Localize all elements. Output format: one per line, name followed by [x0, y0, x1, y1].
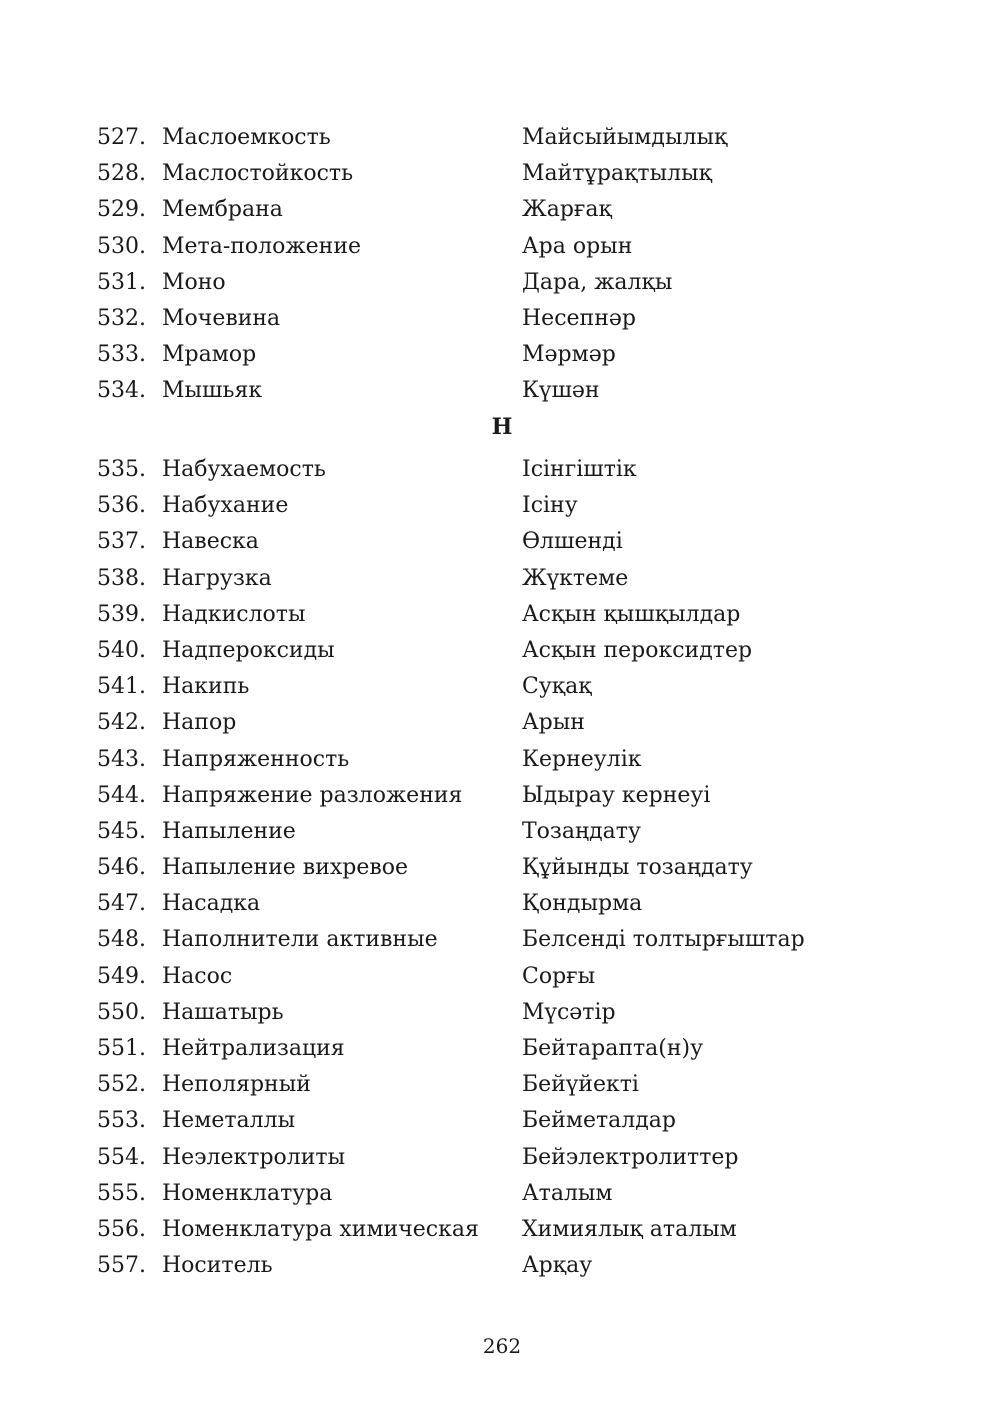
dictionary-entry — [0, 1176, 1004, 1212]
kazakh-term: Химиялық аталым — [522, 1216, 737, 1242]
kazakh-term: Ісінгіштік — [522, 457, 637, 482]
entry-number: 536. — [97, 493, 146, 519]
russian-term: Напряжение разложения — [162, 782, 463, 808]
entry-number: 547. — [97, 891, 146, 917]
kazakh-term: Асқын қышқылдар — [522, 601, 741, 627]
dictionary-entry — [0, 120, 1004, 156]
russian-term: Напряженность — [162, 746, 350, 772]
kazakh-term: Бейэлектролиттер — [522, 1144, 739, 1170]
entry-number: 532. — [97, 305, 146, 331]
dictionary-entry — [0, 633, 1004, 669]
kazakh-term: Жүктеме — [522, 565, 629, 591]
kazakh-term: Бейүйекті — [522, 1072, 639, 1098]
entry-number: 541. — [97, 674, 146, 700]
dictionary-entry — [0, 1103, 1004, 1139]
entry-number: 544. — [97, 782, 146, 808]
dictionary-entry — [0, 373, 1004, 409]
kazakh-term: Суқақ — [522, 674, 592, 700]
entry-number: 546. — [97, 855, 146, 881]
kazakh-term: Арын — [522, 710, 585, 736]
russian-term: Маслостойкость — [162, 161, 354, 187]
russian-term: Мрамор — [162, 342, 257, 368]
dictionary-entry — [0, 452, 1004, 488]
entry-number: 553. — [97, 1108, 146, 1134]
entry-number: 533. — [97, 342, 146, 368]
russian-term: Маслоемкость — [162, 125, 331, 150]
russian-term: Нагрузка — [162, 565, 272, 591]
entry-number: 531. — [97, 269, 146, 295]
entry-number: 527. — [97, 125, 146, 150]
dictionary-entry — [0, 742, 1004, 778]
kazakh-term: Ыдырау кернеуі — [522, 782, 711, 808]
russian-term: Насадка — [162, 891, 261, 917]
entry-number: 545. — [97, 818, 146, 844]
dictionary-entry — [0, 850, 1004, 886]
kazakh-term: Ара орын — [522, 233, 633, 259]
kazakh-term: Асқын пероксидтер — [522, 637, 753, 663]
kazakh-term: Құйынды тозаңдату — [522, 855, 753, 881]
entry-number: 538. — [97, 565, 146, 591]
kazakh-term: Майсыйымдылық — [522, 125, 728, 150]
kazakh-term: Аталым — [522, 1180, 613, 1206]
dictionary-entry — [0, 814, 1004, 850]
entry-number: 542. — [97, 710, 146, 736]
dictionary-entry — [0, 1031, 1004, 1067]
russian-term: Неэлектролиты — [162, 1144, 346, 1170]
kazakh-term: Арқау — [522, 1253, 593, 1279]
russian-term: Нашатырь — [162, 999, 284, 1025]
entry-number: 529. — [97, 197, 146, 223]
russian-term: Напыление — [162, 818, 296, 844]
dictionary-entry — [0, 337, 1004, 373]
kazakh-term: Өлшенді — [522, 529, 623, 555]
russian-term: Мочевина — [162, 305, 281, 331]
russian-term: Мембрана — [162, 197, 283, 223]
kazakh-term: Бейметалдар — [522, 1108, 676, 1134]
kazakh-term: Күшән — [522, 378, 600, 404]
dictionary-entry — [0, 192, 1004, 228]
russian-term: Номенклатура — [162, 1180, 333, 1206]
kazakh-term: Дара, жалқы — [522, 269, 673, 295]
dictionary-entry — [0, 524, 1004, 560]
section-m-entries — [0, 120, 1004, 410]
entry-number: 535. — [97, 457, 146, 482]
russian-term: Напыление вихревое — [162, 855, 409, 881]
kazakh-term: Сорғы — [522, 963, 596, 989]
kazakh-term: Жарғақ — [522, 197, 612, 223]
russian-term: Моно — [162, 269, 226, 295]
russian-term: Навеска — [162, 529, 259, 555]
russian-term: Нейтрализация — [162, 1036, 345, 1061]
russian-term: Надкислоты — [162, 601, 306, 627]
russian-term: Набухаемость — [162, 457, 326, 482]
entry-number: 552. — [97, 1072, 146, 1098]
russian-term: Носитель — [162, 1253, 273, 1279]
entry-number: 537. — [97, 529, 146, 555]
dictionary-entry — [0, 922, 1004, 958]
entry-number: 554. — [97, 1144, 146, 1170]
russian-term: Надпероксиды — [162, 637, 335, 663]
entry-number: 556. — [97, 1216, 146, 1242]
entry-number: 557. — [97, 1253, 146, 1279]
dictionary-entry — [0, 156, 1004, 192]
entry-number: 555. — [97, 1180, 146, 1206]
dictionary-entry — [0, 1212, 1004, 1248]
russian-term: Неметаллы — [162, 1108, 296, 1134]
page-number: 262 — [482, 1334, 522, 1358]
russian-term: Набухание — [162, 493, 289, 519]
dictionary-entry — [0, 1067, 1004, 1103]
dictionary-entry — [0, 669, 1004, 705]
kazakh-term: Тозаңдату — [522, 818, 641, 844]
entry-number: 543. — [97, 746, 146, 772]
section-letter-heading: Н — [491, 414, 513, 440]
kazakh-term: Несепнәр — [522, 305, 636, 331]
dictionary-entry — [0, 778, 1004, 814]
dictionary-entry — [0, 886, 1004, 922]
kazakh-term: Майтұрақтылық — [522, 161, 712, 187]
entry-number: 550. — [97, 999, 146, 1025]
entry-number: 539. — [97, 601, 146, 627]
dictionary-entry — [0, 488, 1004, 524]
dictionary-entry — [0, 959, 1004, 995]
entry-number: 549. — [97, 963, 146, 989]
russian-term: Наполнители активные — [162, 927, 438, 953]
kazakh-term: Мүсәтір — [522, 999, 616, 1025]
kazakh-term: Ісіну — [522, 493, 578, 519]
kazakh-term: Мәрмәр — [522, 342, 616, 368]
kazakh-term: Бейтарапта(н)у — [522, 1036, 704, 1061]
russian-term: Мышьяк — [162, 378, 263, 404]
dictionary-entry — [0, 1140, 1004, 1176]
entry-number: 548. — [97, 927, 146, 953]
dictionary-entry — [0, 265, 1004, 301]
dictionary-entry — [0, 229, 1004, 265]
kazakh-term: Кернеулік — [522, 746, 642, 772]
russian-term: Мета-положение — [162, 233, 361, 259]
dictionary-entry — [0, 561, 1004, 597]
entry-number: 534. — [97, 378, 146, 404]
dictionary-entry — [0, 1248, 1004, 1284]
dictionary-entry — [0, 705, 1004, 741]
kazakh-term: Белсенді толтырғыштар — [522, 927, 805, 953]
dictionary-entry — [0, 597, 1004, 633]
russian-term: Накипь — [162, 674, 250, 700]
dictionary-entry — [0, 301, 1004, 337]
entry-number: 540. — [97, 637, 146, 663]
entry-number: 530. — [97, 233, 146, 259]
section-n-entries — [0, 452, 1004, 1284]
russian-term: Напор — [162, 710, 237, 736]
entry-number: 551. — [97, 1036, 146, 1061]
entry-number: 528. — [97, 161, 146, 187]
russian-term: Насос — [162, 963, 233, 989]
russian-term: Неполярный — [162, 1072, 311, 1098]
russian-term: Номенклатура химическая — [162, 1216, 479, 1242]
dictionary-entry — [0, 995, 1004, 1031]
kazakh-term: Қондырма — [522, 891, 643, 917]
